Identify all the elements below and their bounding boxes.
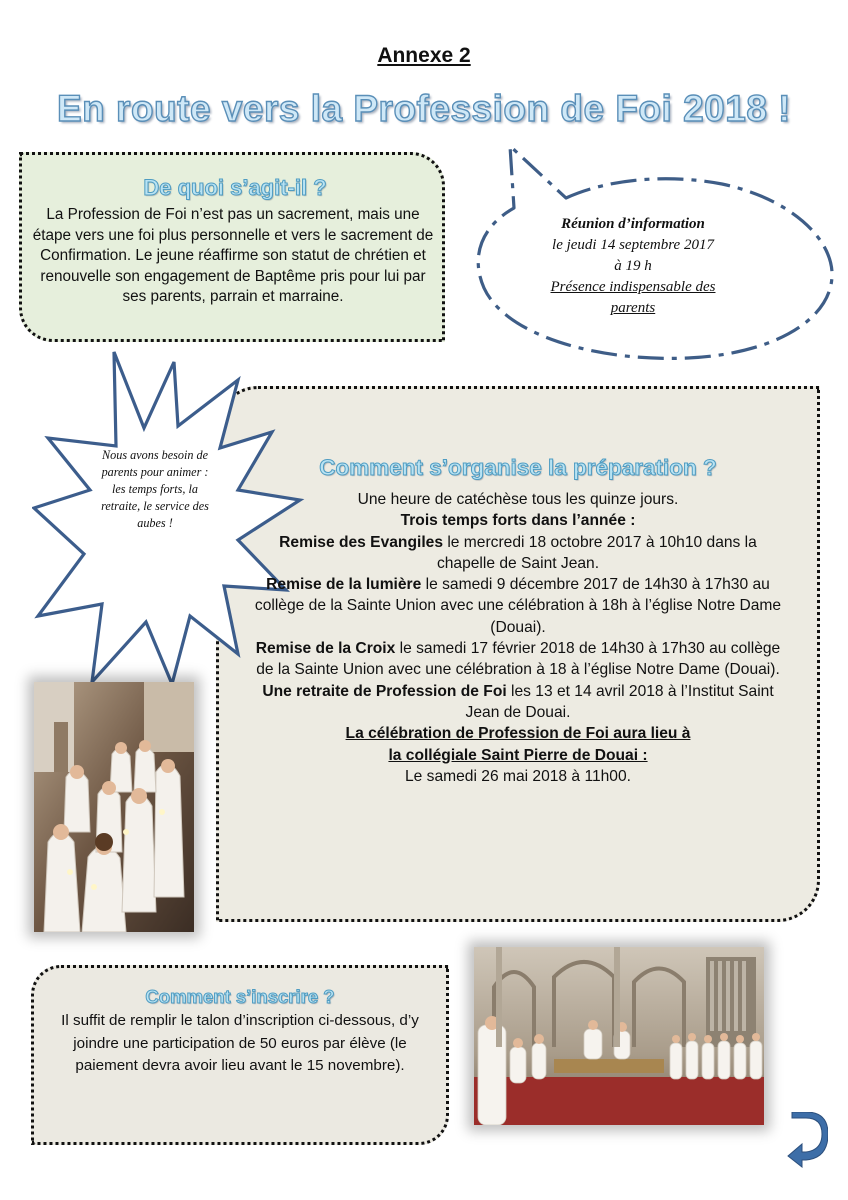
registration-title: Comment s’inscrire ? [145,986,335,1007]
what-is-it-text: La Profession de Foi n’est pas un sacrement, mais une étape vers une foi plus personnelle et vers le sacrement de Confirmation. Le jeune réaffirme son statut de chrétien et renouvelle son engagement de Baptême pris pour lui par ses parents, parrain et marraine. [32,206,434,305]
what-is-it-box [19,152,445,342]
croix-label: Remise de la Croix [255,640,396,658]
registration-text: Il suffit de remplir le talon d’inscription ci-dessous, d’y joindre une participation de 50 euros par élève (le paiement devra avoir lieu avant le 15 novembre). [61,1012,419,1074]
lumiere-text: le samedi 9 décembre 2017 de 14h30 à 17h30 au collège de la Sainte Union avec une célébration à 18h à l’église Notre Dame (Douai). [254,576,782,636]
evangiles-label: Remise des Evangiles [279,533,443,551]
church-photo [474,947,764,1125]
celebration-line-1: La célébration de Profession de Foi aura lieu à [345,725,691,743]
evangiles-item [250,532,786,575]
annex-label: Annexe 2 [377,44,471,67]
page-title: En route vers la Profession de Foi 2018 ! [56,88,791,129]
preparation-title: Comment s’organise la préparation ? [319,455,717,480]
celebration-date: Le samedi 26 mai 2018 à 11h00. [405,767,631,785]
info-meeting-time: à 19 h [614,258,652,274]
strong-times-heading: Trois temps forts dans l’année : [400,512,636,530]
curved-arrow-icon [784,1112,828,1168]
retraite-label: Une retraite de Profession de Foi [262,682,507,700]
lumiere-item [250,574,786,638]
preparation-body [250,489,786,787]
info-meeting-date: le jeudi 14 septembre 2017 [552,237,714,253]
procession-photo [34,682,194,932]
retraite-item [250,681,786,724]
info-meeting-note: Présence indispensable des parents [550,279,716,316]
info-meeting-text [528,214,738,319]
catechesis-line: Une heure de catéchèse tous les quinze jours. [357,491,679,508]
lumiere-label: Remise de la lumière [266,576,422,594]
celebration-line-2: la collégiale Saint Pierre de Douai : [388,746,648,764]
what-is-it-title: De quoi s’agit-il ? [143,175,327,200]
croix-text: le samedi 17 février 2018 de 14h30 à 17h30 au collège de la Sainte Union avec une célébration à 18 à l’église Notre Dame (Douai). [256,640,781,679]
info-meeting-heading: Réunion d’information [561,216,705,232]
evangiles-text: le mercredi 18 octobre 2017 à 10h10 dans la chapelle de Saint Jean. [436,533,757,572]
volunteer-call-text: Nous avons besoin de parents pour animer : les temps forts, la retraite, le service des aubes ! [101,448,209,530]
croix-item [250,638,786,681]
retraite-text: les 13 et 14 avril 2018 à l’Institut Saint Jean de Douai. [465,682,774,721]
